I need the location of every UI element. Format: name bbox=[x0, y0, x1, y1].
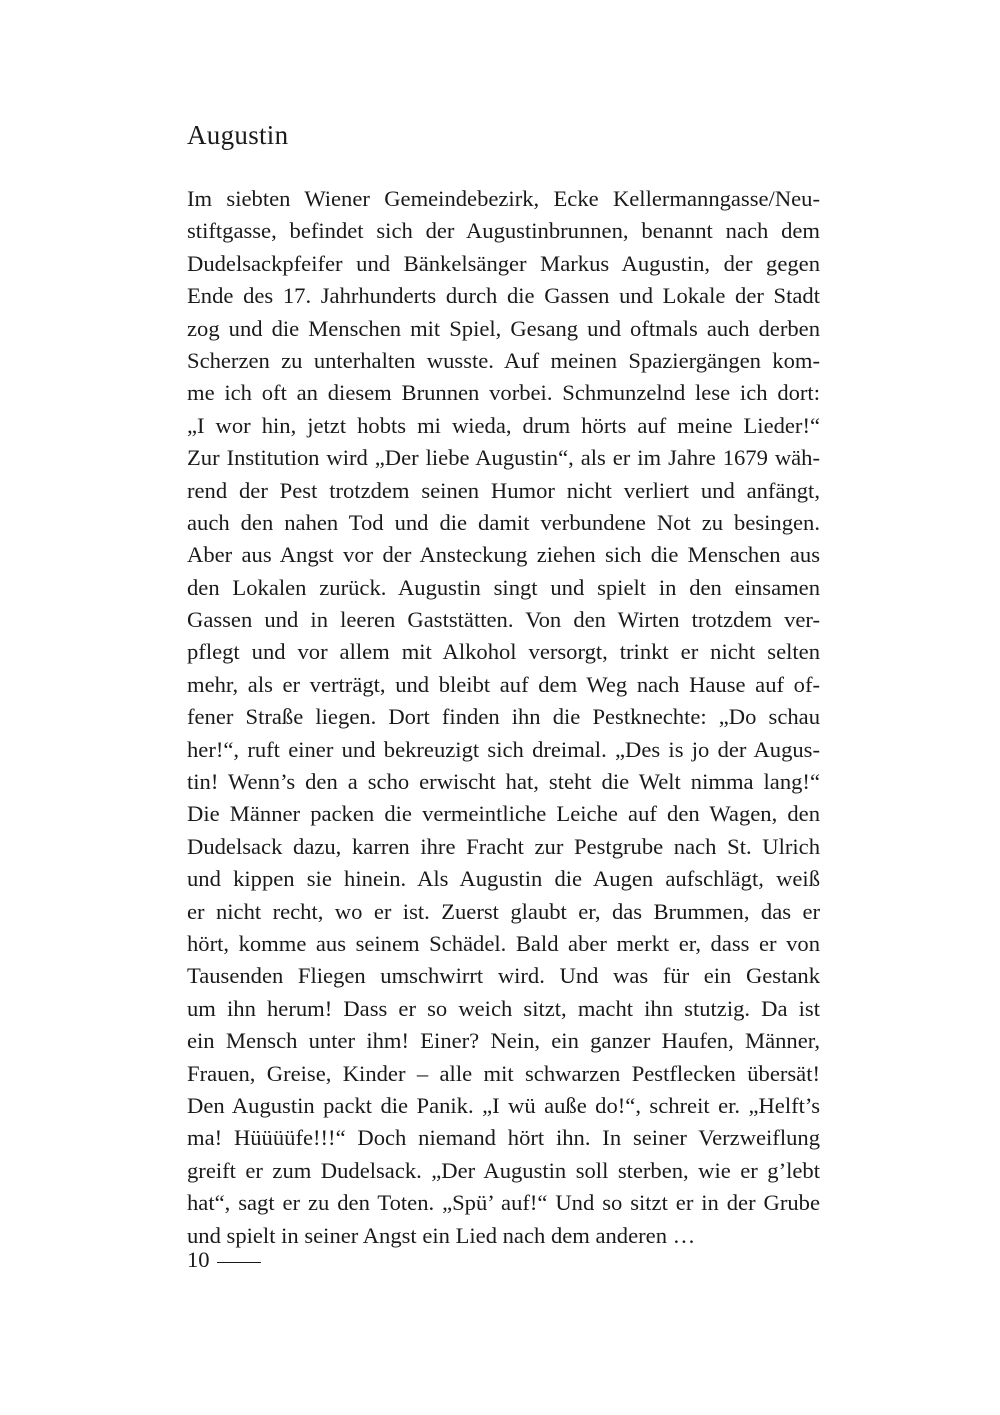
text-line: auch den nahen Tod und die damit verbundene Not zu besingen. bbox=[187, 509, 820, 535]
text-line: ein Mensch unter ihm! Einer? Nein, ein ganzer Haufen, Männer, bbox=[187, 1028, 820, 1054]
footer-rule bbox=[217, 1262, 261, 1263]
text-line-last: und spielt in seiner Angst ein Lied nach dem anderen … bbox=[187, 1222, 696, 1248]
text-line: zog und die Menschen mit Spiel, Gesang und oftmals auch derben bbox=[187, 315, 820, 341]
text-line: Dudelsackpfeifer und Bänkelsänger Markus Augustin, der gegen bbox=[187, 250, 820, 276]
body-text bbox=[187, 183, 820, 1252]
text-line: den Lokalen zurück. Augustin singt und spielt in den einsamen bbox=[187, 574, 820, 600]
text-line: Ende des 17. Jahrhunderts durch die Gassen und Lokale der Stadt bbox=[187, 283, 820, 309]
text-line: pflegt und vor allem mit Alkohol versorgt, trinkt er nicht selten bbox=[187, 639, 820, 665]
text-line: hört, komme aus seinem Schädel. Bald aber merkt er, dass er von bbox=[187, 930, 820, 956]
text-line: Dudelsack dazu, karren ihre Fracht zur Pestgrube nach St. Ulrich bbox=[187, 833, 820, 859]
text-line: „I wor hin, jetzt hobts mi wieda, drum hörts auf meine Lieder!“ bbox=[187, 412, 820, 438]
text-line: Gassen und in leeren Gaststätten. Von den Wirten trotzdem ver- bbox=[187, 607, 820, 633]
text-line: greift er zum Dudelsack. „Der Augustin soll sterben, wie er g’lebt bbox=[187, 1157, 820, 1183]
text-line: stiftgasse, befindet sich der Augustinbrunnen, benannt nach dem bbox=[187, 218, 820, 244]
text-line: Frauen, Greise, Kinder – alle mit schwarzen Pestflecken übersät! bbox=[187, 1060, 820, 1086]
text-line: und kippen sie hinein. Als Augustin die Augen aufschlägt, weiß bbox=[187, 866, 820, 892]
text-line: me ich oft an diesem Brunnen vorbei. Schmunzelnd lese ich dort: bbox=[187, 380, 820, 406]
text-line: tin! Wenn’s den a scho erwischt hat, steht die Welt nimma lang!“ bbox=[187, 769, 820, 795]
page-number: 10 bbox=[187, 1247, 210, 1272]
text-line: Tausenden Fliegen umschwirrt wird. Und was für ein Gestank bbox=[187, 963, 820, 989]
text-line: mehr, als er verträgt, und bleibt auf dem Weg nach Hause auf of- bbox=[187, 671, 820, 697]
page-footer bbox=[187, 1247, 261, 1273]
text-line: um ihn herum! Dass er so weich sitzt, macht ihn stutzig. Da ist bbox=[187, 995, 820, 1021]
text-line: ma! Hüüüüfe!!!“ Doch niemand hört ihn. In seiner Verzweiflung bbox=[187, 1125, 820, 1151]
text-line: Im siebten Wiener Gemeindebezirk, Ecke Kellermanngasse/Neu- bbox=[187, 186, 820, 211]
text-line: er nicht recht, wo er ist. Zuerst glaubt er, das Brummen, das er bbox=[187, 898, 820, 924]
text-line: hat“, sagt er zu den Toten. „Spü’ auf!“ Und so sitzt er in der Grube bbox=[187, 1190, 820, 1216]
text-line: Den Augustin packt die Panik. „I wü auße do!“, schreit er. „Helft’s bbox=[187, 1092, 820, 1118]
text-line: Scherzen zu unterhalten wusste. Auf meinen Spaziergängen kom- bbox=[187, 347, 820, 373]
text-line: rend der Pest trotzdem seinen Humor nicht verliert und anfängt, bbox=[187, 477, 820, 503]
text-line: Zur Institution wird „Der liebe Augustin“, als er im Jahre 1679 wäh- bbox=[187, 445, 820, 471]
chapter-title: Augustin bbox=[187, 120, 289, 150]
text-line: Aber aus Angst vor der Ansteckung ziehen sich die Menschen aus bbox=[187, 542, 820, 568]
text-line: Die Männer packen die vermeintliche Leiche auf den Wagen, den bbox=[187, 801, 820, 827]
text-line: her!“, ruft einer und bekreuzigt sich dreimal. „Des is jo der Augus- bbox=[187, 736, 820, 762]
text-line: fener Straße liegen. Dort finden ihn die Pestknechte: „Do schau bbox=[187, 704, 820, 730]
